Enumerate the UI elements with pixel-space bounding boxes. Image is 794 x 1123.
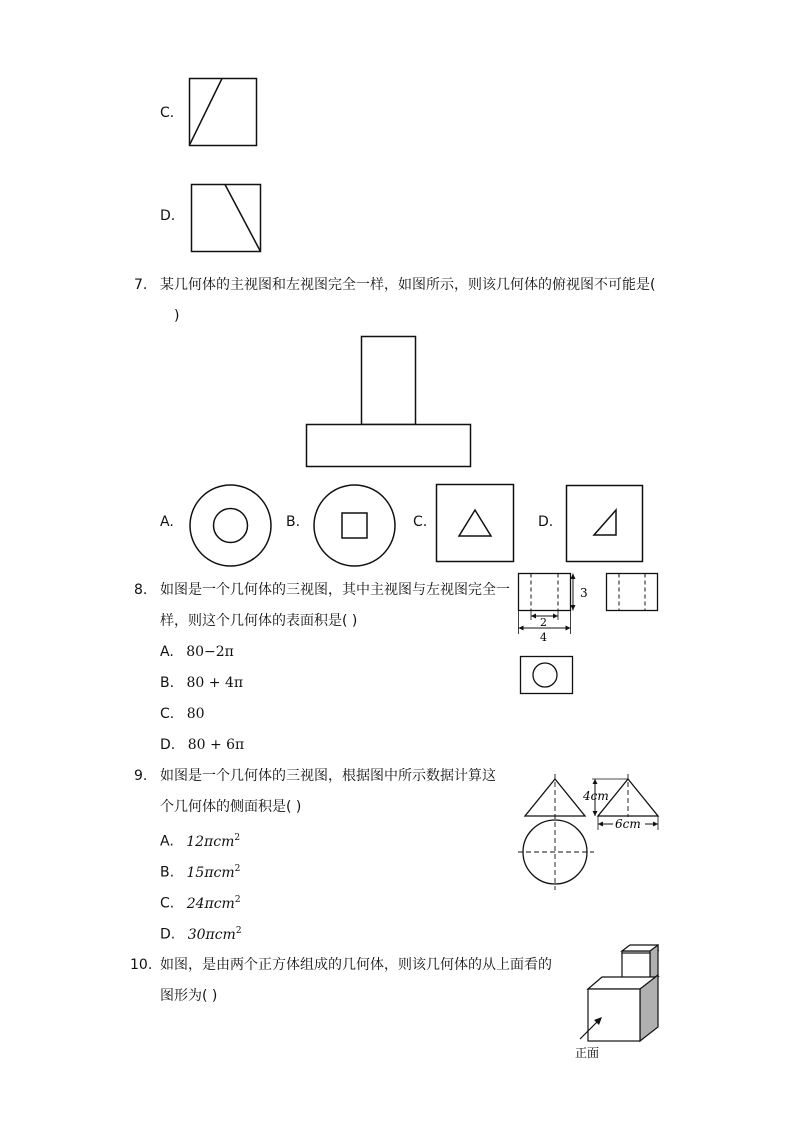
q9-dim-width: 6cm	[615, 817, 641, 831]
q10-cube-figure	[570, 945, 666, 1065]
q8-option-a	[160, 643, 234, 661]
q9-option-a-sup: 2	[234, 833, 241, 843]
q8-option-d-label: D.	[160, 737, 176, 753]
q8-option-a-label: A.	[160, 644, 174, 660]
q7-question-text-end: )	[174, 308, 180, 324]
q7-option-d-label: D.	[538, 514, 554, 530]
q8-dim-height: 3	[580, 586, 588, 600]
q9-option-c-sup: 2	[234, 895, 241, 905]
q7-option-c-label: C.	[413, 514, 428, 530]
q10-question-text: 如图，是由两个正方体组成的几何体，则该几何体的从上面看的	[160, 957, 552, 973]
q6-option-d-label: D.	[160, 208, 176, 224]
q9-option-a-value: 12πcm	[186, 833, 235, 850]
q7-option-c-figure	[436, 484, 516, 564]
q9-option-d-value: 30πcm	[187, 926, 236, 943]
q8-option-d-value: 80 + 6π	[187, 737, 245, 753]
q7-option-b-figure	[313, 484, 397, 568]
q8-option-b-value: 80 + 4π	[186, 675, 244, 691]
q6-option-c-label: C.	[160, 105, 175, 121]
q9-question-text: 如图是一个几何体的三视图，根据图中所示数据计算这	[160, 768, 496, 784]
q6-option-d-figure	[191, 184, 263, 256]
q7-option-a-label: A.	[160, 514, 174, 530]
q7-option-a-figure	[189, 484, 273, 568]
q8-option-c	[160, 705, 205, 723]
q7-main-view-figure	[306, 336, 472, 468]
q8-question-text: 如图是一个几何体的三视图，其中主视图与左视图完全一	[160, 582, 510, 598]
q7-number: 7.	[134, 277, 148, 293]
q8-option-b-label: B.	[160, 675, 175, 691]
q8-number: 8.	[134, 582, 148, 598]
q8-option-d	[160, 736, 244, 754]
q8-dim-outer: 4	[540, 631, 547, 644]
q7-option-b-label: B.	[286, 514, 301, 530]
q10-front-label: 正面	[575, 1046, 600, 1060]
q9-option-b	[160, 860, 240, 882]
q8-option-c-value: 80	[186, 706, 205, 722]
q9-option-c-value: 24πcm	[186, 895, 235, 912]
q9-dim-height: 4cm	[583, 789, 609, 803]
q9-option-c-label: C.	[160, 895, 175, 912]
q9-option-d-label: D.	[160, 926, 176, 943]
q10-question-text-end: 图形为( )	[160, 988, 218, 1004]
q9-option-a	[160, 829, 240, 851]
q9-option-b-sup: 2	[234, 864, 241, 874]
q8-option-b	[160, 674, 243, 692]
q9-option-d	[160, 922, 242, 944]
q9-number: 9.	[134, 768, 148, 784]
q9-three-view-figure	[518, 774, 668, 894]
q8-dim-inner: 2	[540, 616, 547, 629]
q9-option-b-value: 15πcm	[186, 864, 235, 881]
q10-number: 10.	[130, 957, 153, 973]
q8-option-a-value: 80−2π	[186, 644, 234, 660]
q6-option-c-figure	[189, 78, 259, 148]
q7-option-d-figure	[566, 485, 646, 565]
q8-option-c-label: C.	[160, 706, 175, 722]
q9-option-a-label: A.	[160, 833, 174, 850]
q8-three-view-figure	[514, 570, 664, 700]
q7-question-text: 某几何体的主视图和左视图完全一样，如图所示，则该几何体的俯视图不可能是(	[160, 277, 656, 293]
q9-option-d-sup: 2	[235, 926, 242, 936]
q9-question-text-end: 个几何体的侧面积是( )	[160, 799, 302, 815]
q9-option-c	[160, 891, 241, 913]
q9-option-b-label: B.	[160, 864, 175, 881]
q8-question-text-end: 样，则这个几何体的表面积是( )	[160, 613, 358, 629]
